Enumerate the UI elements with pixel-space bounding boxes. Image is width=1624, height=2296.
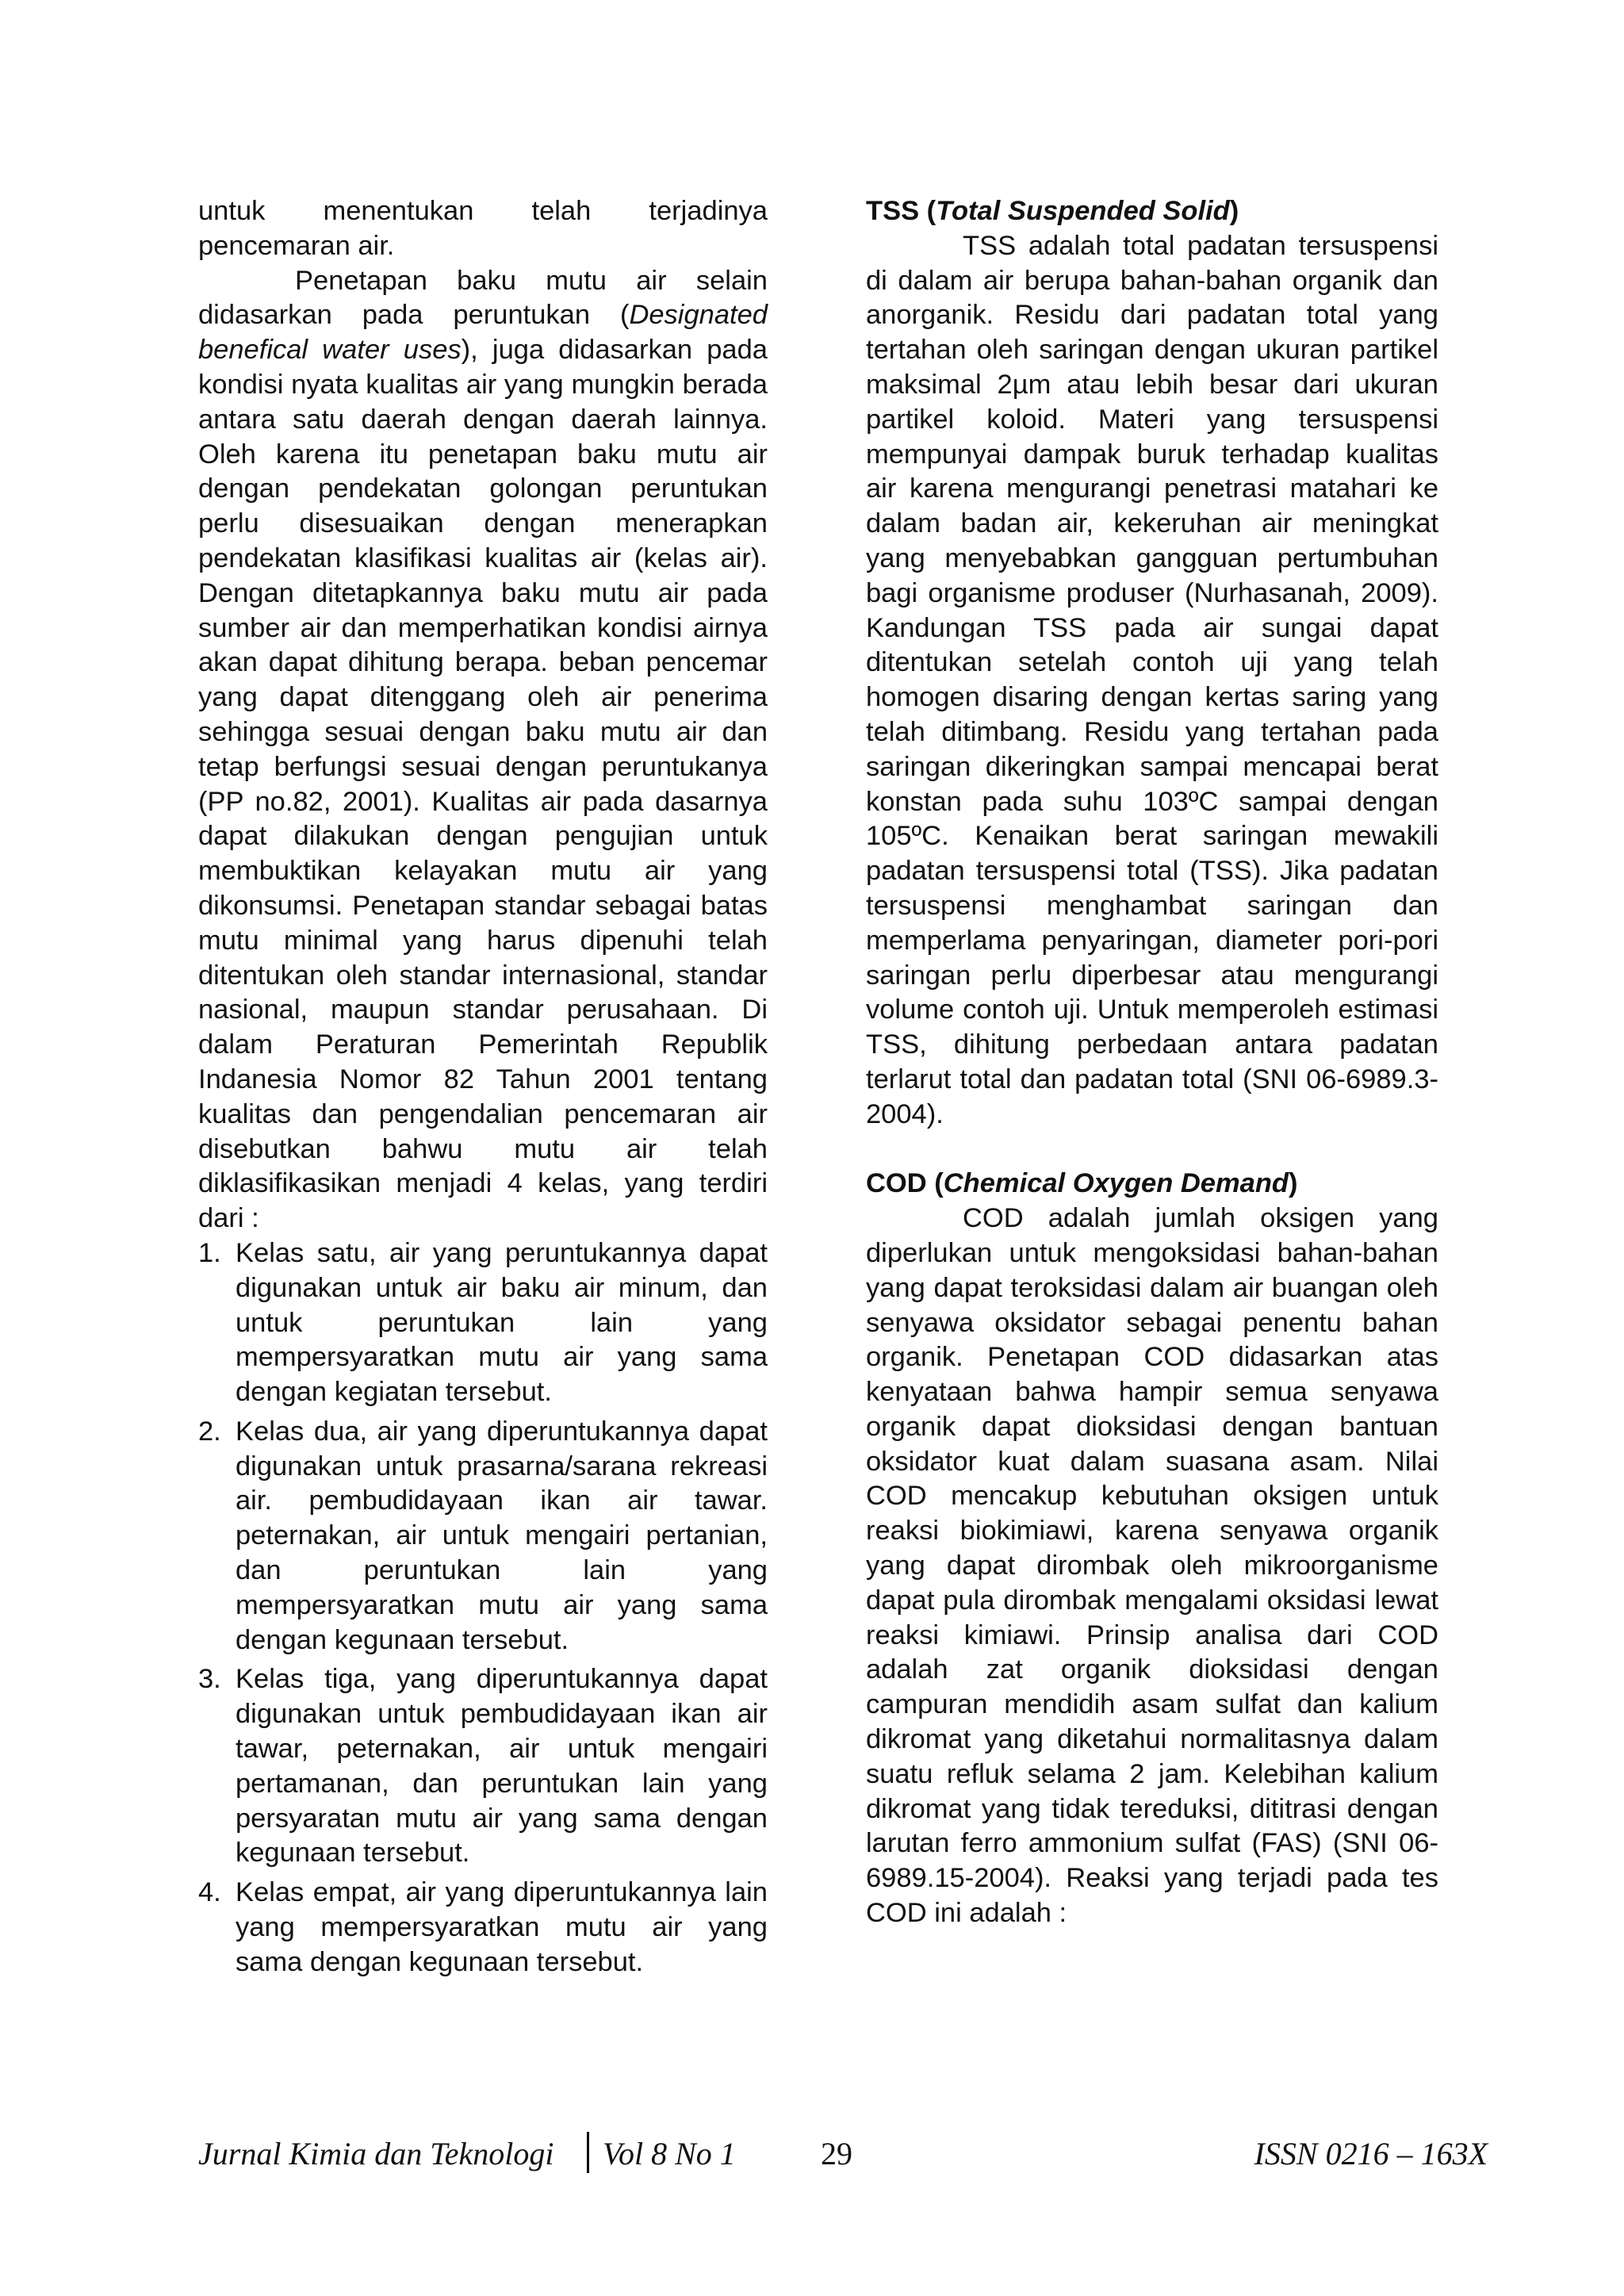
footer-journal-name: Jurnal Kimia dan Teknologi (198, 2136, 554, 2171)
list-item (198, 1876, 768, 1980)
heading-text: TSS ( (866, 196, 936, 226)
paragraph-text: ), juga didasarkan pada kondisi nyata kualitas air yang mungkin berada antara satu daerah dengan daerah lainnya. Oleh karena itu penetapan baku mutu air dengan pendekatan golongan peruntukan perlu disesuaikan dengan menerapkan pendekatan klasifikasi kualitas air (kelas air). Dengan ditetapkannya baku mutu air pada sumber air dan memperhatikan kondisi airnya akan dapat dihitung berapa. beban pencemar yang dapat ditenggang oleh air penerima sehingga sesuai dengan baku mutu air dan tetap berfungsi sesuai dengan peruntukanya (PP no.82, 2001). Kualitas air pada dasarnya dapat dilakukan dengan pengujian untuk membuktikan kelayakan mutu air yang dikonsumsi. Penetapan standar sebagai batas mutu minimal yang harus dipenuhi telah ditentukan oleh standar internasional, standar nasional, maupun standar perusahaan. Di dalam Peraturan Pemerintah Republik Indanesia Nomor 82 Tahun 2001 tentang kualitas dan pengendalian pencemaran air disebutkan bahwu mutu air telah diklasifikasikan menjadi 4 kelas, yang terdiri dari : (198, 335, 768, 1234)
footer-page-number: 29 (821, 2136, 852, 2171)
heading-text: ) (1229, 196, 1239, 226)
list-text: Kelas empat, air yang diperuntukannya lain yang mempersyaratkan mutu air yang sama dengan kegunaan tersebut. (236, 1877, 768, 1977)
footer-volume: Vol 8 No 1 (603, 2136, 736, 2171)
paragraph-tss: TSS adalah total padatan tersuspensi di dalam air berupa bahan-bahan organik dan anorganik. Residu dari padatan total yang tertahan oleh saringan dengan ukuran partikel maksimal 2µm atau lebih besar dari ukuran partikel koloid. Materi yang tersuspensi mempunyai dampak buruk terhadap kualitas air karena mengurangi penetrasi matahari ke dalam badan air, kekeruhan air meningkat yang menyebabkan gangguan pertumbuhan bagi organisme produser (Nurhasanah, 2009). Kandungan TSS pada air sungai dapat ditentukan setelah contoh uji yang telah homogen disaring dengan kertas saring yang telah ditimbang. Residu yang tertahan pada saringan dikeringkan sampai mencapai berat konstan pada suhu 103ºC sampai dengan 105ºC. Kenaikan berat saringan mewakili padatan tersuspensi total (TSS). Jika padatan tersuspensi menghambat saringan dan memperlama penyaringan, diameter pori-pori saringan perlu diperbesar atau mengurangi volume contoh uji. Untuk memperoleh estimasi TSS, dihitung perbedaan antara padatan terlarut total dan padatan total (SNI 06-6989.3-2004). (866, 230, 1438, 1129)
heading-text: ) (1288, 1168, 1298, 1199)
heading-italic: Total Suspended Solid (936, 196, 1230, 226)
footer-separator (587, 2132, 589, 2173)
heading-italic: Chemical Oxygen Demand (943, 1168, 1289, 1199)
list-number: 1. (198, 1237, 221, 1268)
list-text: Kelas tiga, yang diperuntukannya dapat digunakan untuk pembudidayaan ikan air tawar, peternakan, air untuk mengairi pertamanan, dan peruntukan lain yang persyaratan mutu air yang sama dengan kegunaan tersebut. (236, 1664, 768, 1869)
list-item (198, 1415, 768, 1658)
list-item (198, 1662, 768, 1871)
footer-issn: ISSN 0216 – 163X (1254, 2136, 1488, 2171)
paragraph-continuation: untuk menentukan telah terjadinya pencemaran air. (198, 196, 768, 261)
paragraph-text: Penetapan baku mutu air selain didasarkan pada peruntukan ( (198, 265, 768, 331)
list-item (198, 1236, 768, 1410)
list-text: Kelas satu, air yang peruntukannya dapat digunakan untuk air baku air minum, dan untuk peruntukan lain yang mempersyaratkan mutu air yang sama dengan kegiatan tersebut. (236, 1237, 768, 1408)
left-column (198, 194, 768, 1985)
list-number: 2. (198, 1416, 221, 1447)
section-heading-tss (866, 194, 1438, 229)
kelas-list (198, 1236, 768, 1980)
list-number: 3. (198, 1664, 221, 1695)
section-heading-cod (866, 1167, 1438, 1202)
list-number: 4. (198, 1877, 221, 1908)
paragraph-cod: COD adalah jumlah oksigen yang diperlukan untuk mengoksidasi bahan-bahan yang dapat teroksidasi dalam air buangan oleh senyawa oksidator sebagai penentu bahan organik. Penetapan COD didasarkan atas kenyataan bahwa hampir semua senyawa organik dapat dioksidasi dengan bantuan oksidator kuat dalam suasana asam. Nilai COD mencakup kebutuhan oksigen untuk reaksi biokimiawi, karena senyawa organik yang dapat dirombak oleh mikroorganisme dapat pula dirombak mengalami oksidasi lewat reaksi kimiawi. Prinsip analisa dari COD adalah zat organik dioksidasi dengan campuran mendidih asam sulfat dan kalium dikromat yang diketahui normalitasnya dalam suatu refluk selama 2 jam. Kelebihan kalium dikromat yang tidak tereduksi, dititrasi dengan larutan ferro ammonium sulfat (FAS) (SNI 06-6989.15-2004). Reaksi yang terjadi pada tes COD ini adalah : (866, 1203, 1438, 1929)
heading-text: COD ( (866, 1168, 944, 1199)
italic-term: Designated benefical water uses (198, 300, 768, 366)
list-text: Kelas dua, air yang diperuntukannya dapat digunakan untuk prasarna/sarana rekreasi air. pembudidayaan ikan air tawar. peternakan, air untuk mengairi pertanian, dan peruntukan lain yang mempersyaratkan mutu air yang sama dengan kegunaan tersebut. (236, 1416, 768, 1655)
paragraph-baku-mutu (198, 264, 768, 1236)
right-column (866, 194, 1438, 1931)
